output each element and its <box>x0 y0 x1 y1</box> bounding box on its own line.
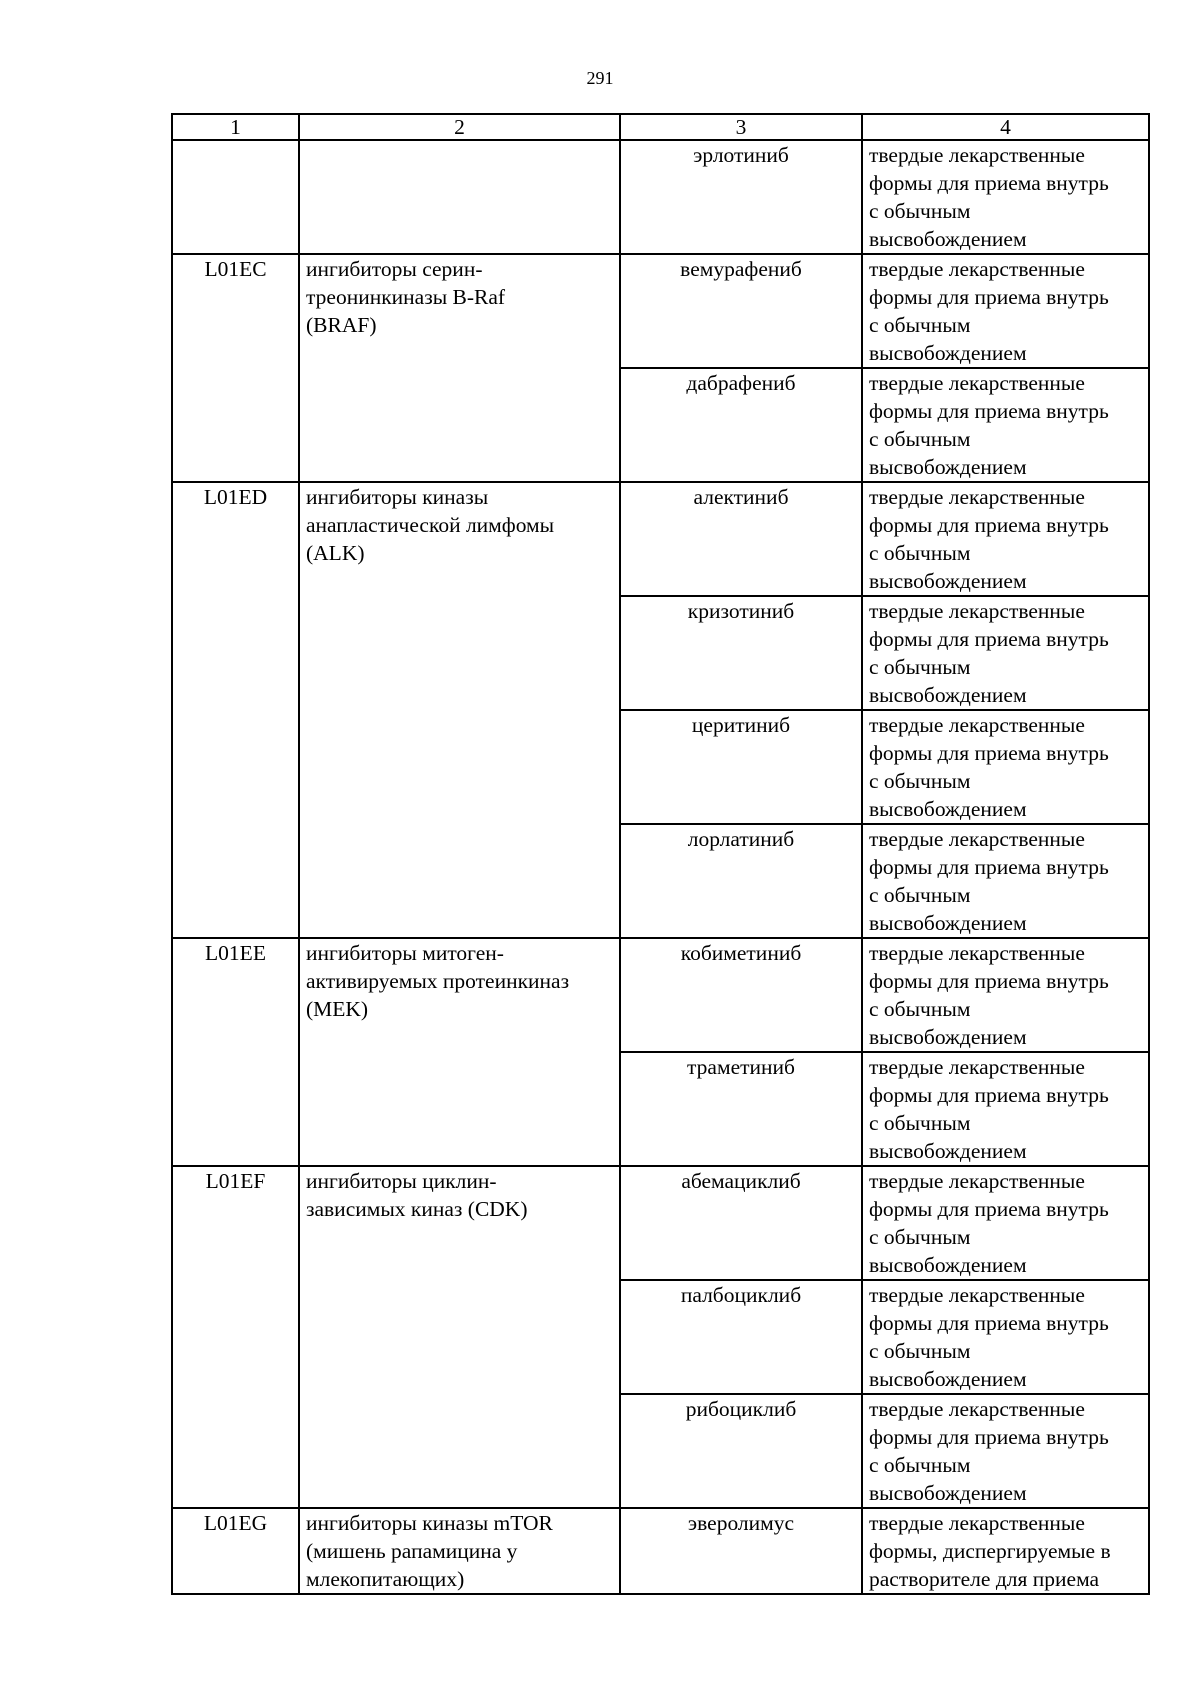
drug-name-cell: дабрафениб <box>620 368 862 482</box>
drug-name-cell: кризотиниб <box>620 596 862 710</box>
group-name-cell: ингибиторы митоген- активируемых протеинкиназ (MEK) <box>299 938 620 1166</box>
dosage-form-cell: твердые лекарственные формы для приема внутрь с обычным высвобождением <box>862 1166 1149 1280</box>
table-row <box>172 140 1149 254</box>
group-name-cell: ингибиторы серин- треонинкиназы B-Raf (BRAF) <box>299 254 620 482</box>
table-header-row <box>172 114 1149 140</box>
dosage-form-cell: твердые лекарственные формы для приема внутрь с обычным высвобождением <box>862 938 1149 1052</box>
atc-code-cell: L01EF <box>172 1166 299 1508</box>
column-header-4: 4 <box>862 114 1149 140</box>
table-row <box>172 254 1149 368</box>
group-name-cell: ингибиторы киназы mTOR (мишень рапамицина у млекопитающих) <box>299 1508 620 1594</box>
atc-code-cell: L01EC <box>172 254 299 482</box>
drug-name-cell: палбоциклиб <box>620 1280 862 1394</box>
dosage-form-cell: твердые лекарственные формы для приема внутрь с обычным высвобождением <box>862 710 1149 824</box>
table-row <box>172 938 1149 1052</box>
dosage-form-cell: твердые лекарственные формы для приема внутрь с обычным высвобождением <box>862 824 1149 938</box>
dosage-form-cell: твердые лекарственные формы для приема внутрь с обычным высвобождением <box>862 368 1149 482</box>
drug-name-cell: вемурафениб <box>620 254 862 368</box>
dosage-form-cell: твердые лекарственные формы, диспергируемые в растворителе для приема <box>862 1508 1149 1594</box>
group-name-cell: ингибиторы киназы анапластической лимфомы (ALK) <box>299 482 620 938</box>
column-header-1: 1 <box>172 114 299 140</box>
table-row <box>172 1166 1149 1280</box>
dosage-form-cell: твердые лекарственные формы для приема внутрь с обычным высвобождением <box>862 1394 1149 1508</box>
drug-name-cell: траметиниб <box>620 1052 862 1166</box>
table-row <box>172 482 1149 596</box>
drug-name-cell: рибоциклиб <box>620 1394 862 1508</box>
drug-name-cell: кобиметиниб <box>620 938 862 1052</box>
drug-name-cell: церитиниб <box>620 710 862 824</box>
column-header-2: 2 <box>299 114 620 140</box>
dosage-form-cell: твердые лекарственные формы для приема внутрь с обычным высвобождением <box>862 482 1149 596</box>
dosage-form-cell: твердые лекарственные формы для приема внутрь с обычным высвобождением <box>862 1280 1149 1394</box>
drug-name-cell: абемациклиб <box>620 1166 862 1280</box>
column-header-3: 3 <box>620 114 862 140</box>
dosage-form-cell: твердые лекарственные формы для приема внутрь с обычным высвобождением <box>862 596 1149 710</box>
drug-name-cell: эверолимус <box>620 1508 862 1594</box>
drug-table <box>171 113 1150 1595</box>
group-name-cell <box>299 140 620 254</box>
dosage-form-cell: твердые лекарственные формы для приема внутрь с обычным высвобождением <box>862 1052 1149 1166</box>
table-row <box>172 1508 1149 1594</box>
drug-name-cell: лорлатиниб <box>620 824 862 938</box>
drug-name-cell: алектиниб <box>620 482 862 596</box>
dosage-form-cell: твердые лекарственные формы для приема внутрь с обычным высвобождением <box>862 140 1149 254</box>
atc-code-cell: L01EG <box>172 1508 299 1594</box>
group-name-cell: ингибиторы циклин- зависимых киназ (CDK) <box>299 1166 620 1508</box>
drug-name-cell: эрлотиниб <box>620 140 862 254</box>
atc-code-cell: L01EE <box>172 938 299 1166</box>
dosage-form-cell: твердые лекарственные формы для приема внутрь с обычным высвобождением <box>862 254 1149 368</box>
atc-code-cell <box>172 140 299 254</box>
page-number: 291 <box>586 68 614 88</box>
atc-code-cell: L01ED <box>172 482 299 938</box>
